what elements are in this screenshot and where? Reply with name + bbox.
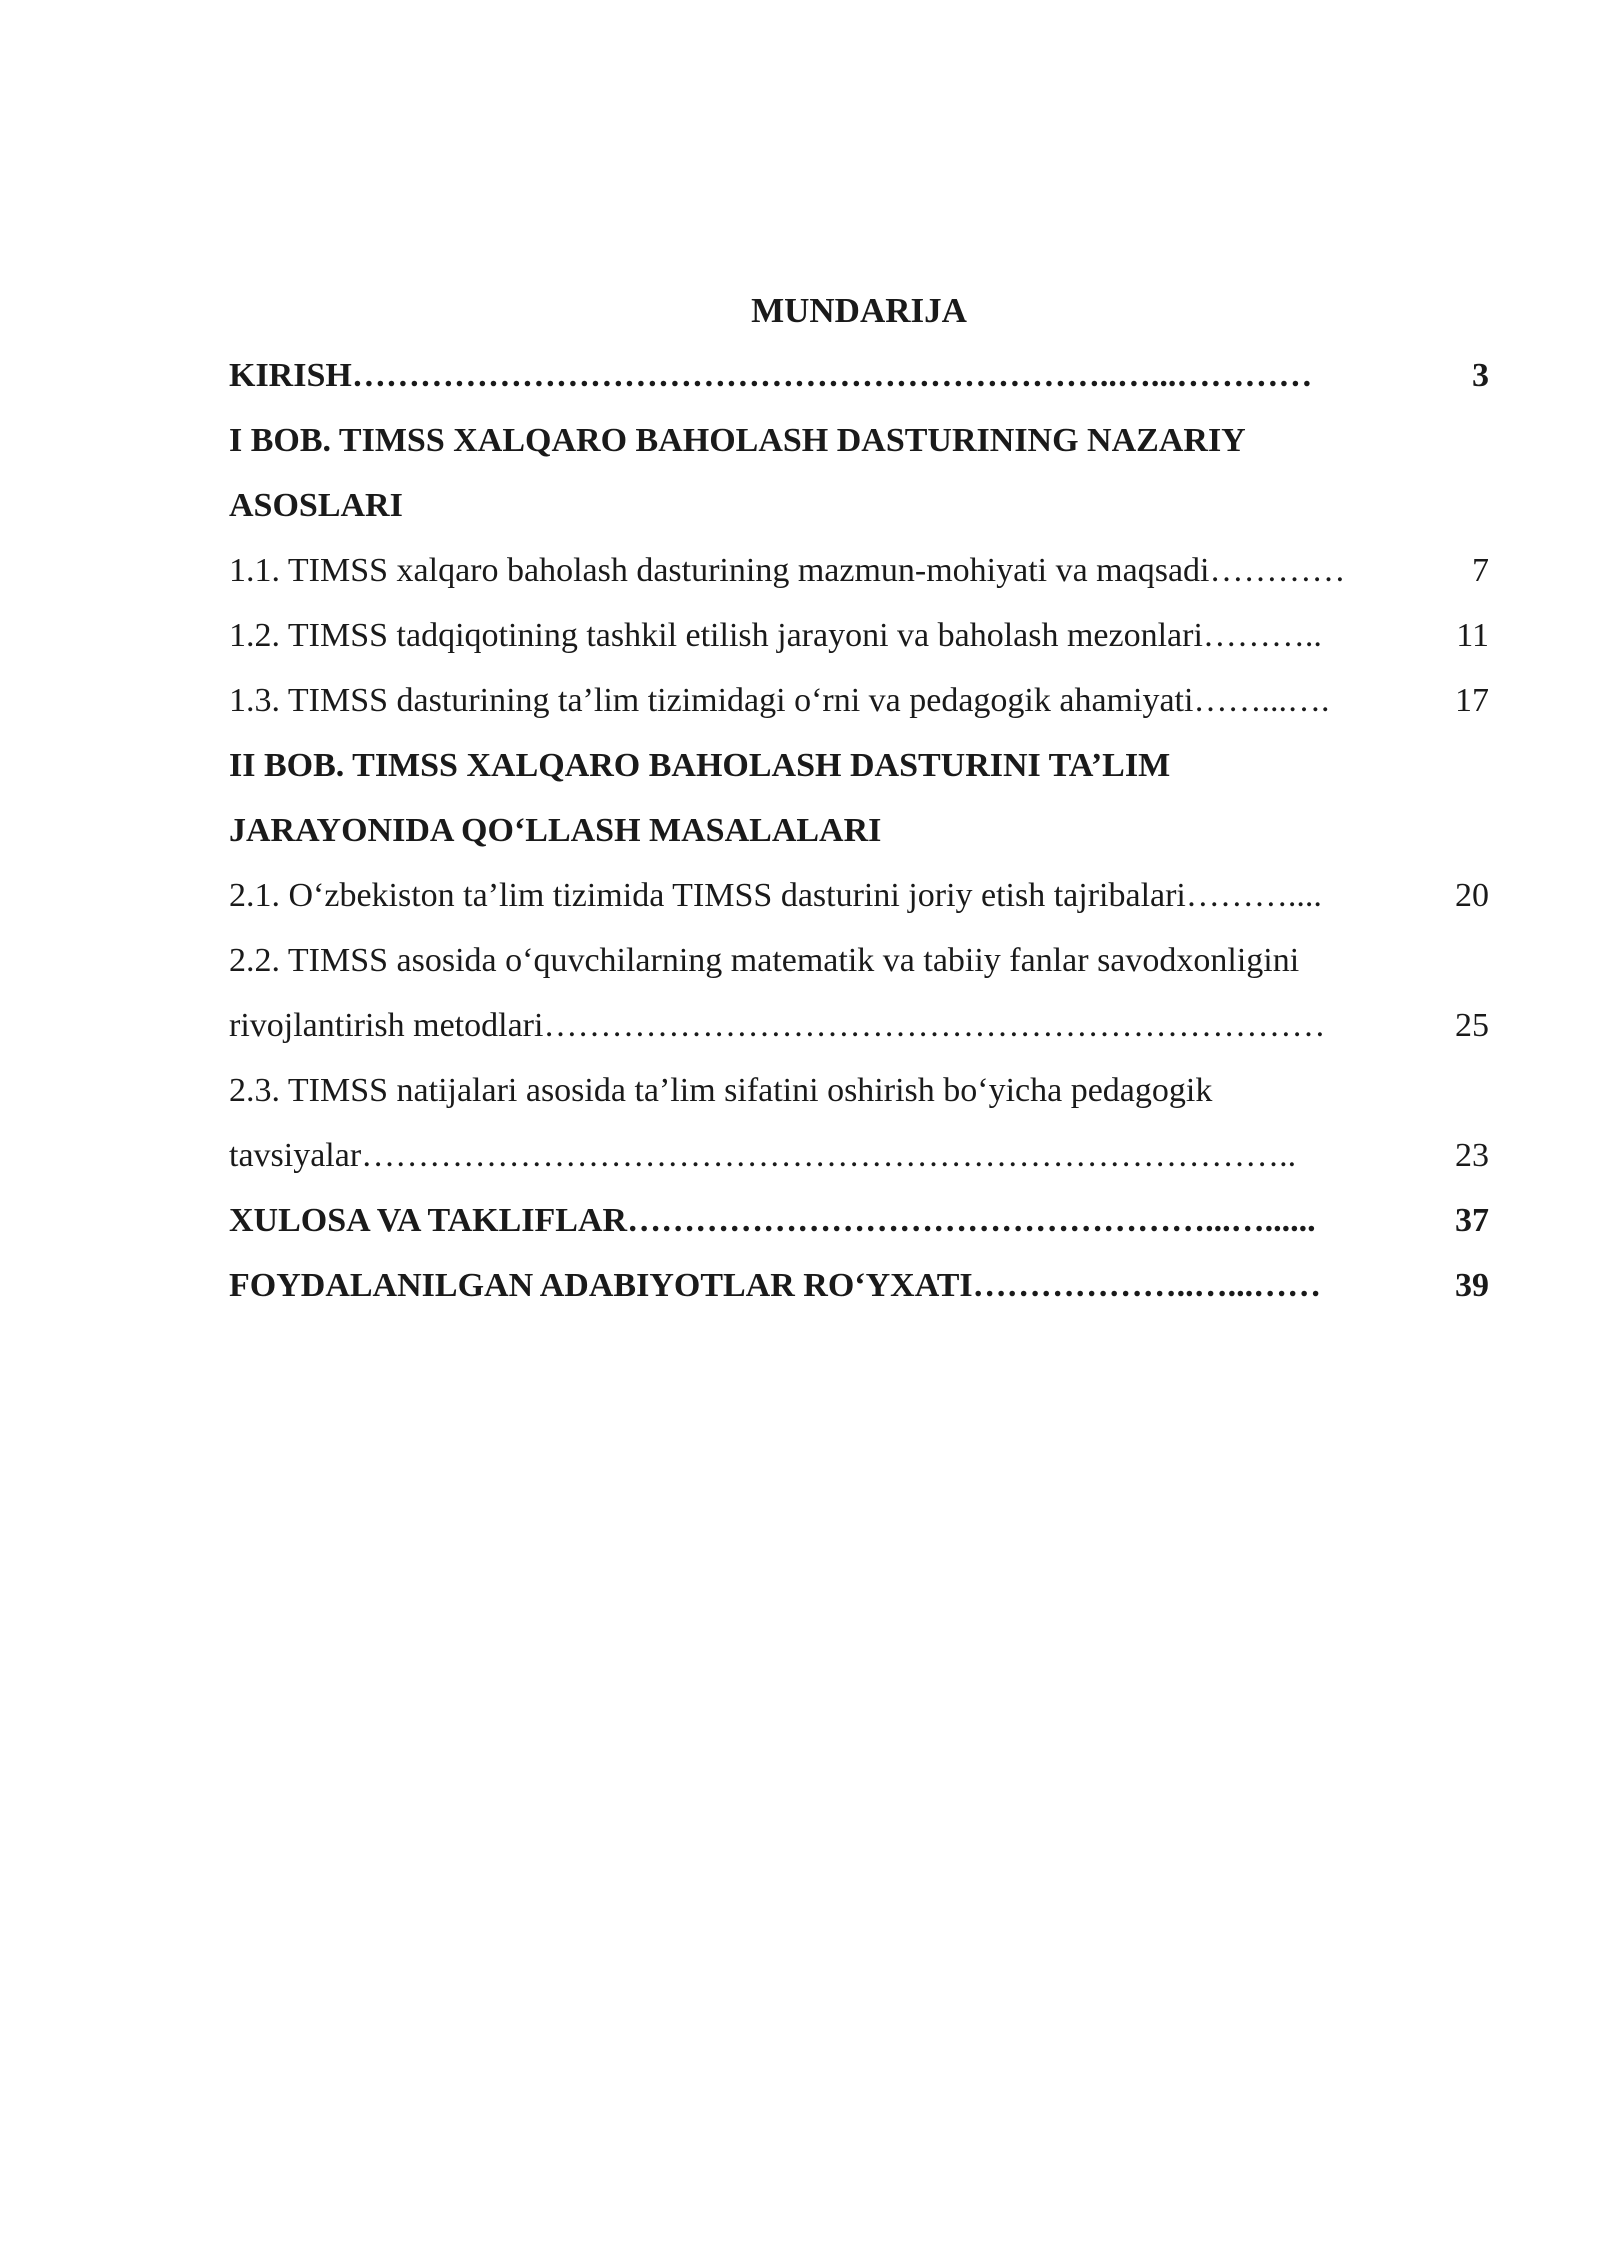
toc-entry-references xyxy=(229,1253,1489,1318)
toc-leader: ………… xyxy=(1209,552,1346,589)
toc-entry-2-3-cont xyxy=(229,1123,1489,1188)
toc-entry-xulosa xyxy=(229,1188,1489,1253)
toc-page-number: 37 xyxy=(1455,1202,1489,1239)
toc-entry-text: XULOSA VA TAKLIFLAR xyxy=(229,1202,628,1239)
toc-entry-1-3 xyxy=(229,668,1489,733)
toc-entry-text: 1.2. TIMSS tadqiqotining tashkil etilish jarayoni va baholash mezonlari xyxy=(229,617,1203,654)
toc-entry-1-2 xyxy=(229,603,1489,668)
toc-entry-2-1 xyxy=(229,863,1489,928)
toc-leader: ……………………………………………………………………….. xyxy=(361,1137,1297,1174)
toc-entry-text: tavsiyalar xyxy=(229,1137,362,1174)
toc-chapter-1-heading-cont: ASOSLARI xyxy=(229,487,403,524)
toc-entry-text: 2.1. O‘zbekiston ta’lim tizimida TIMSS dasturini joriy etish tajribalari xyxy=(229,877,1186,914)
toc-entry-text: rivojlantirish metodlari xyxy=(229,1007,544,1044)
toc-entry-1-1 xyxy=(229,538,1489,603)
toc-leader: ……….... xyxy=(1185,877,1322,914)
toc-entry-text: KIRISH xyxy=(229,357,352,394)
toc-page-number: 39 xyxy=(1455,1267,1489,1304)
toc-page-number: 23 xyxy=(1455,1137,1489,1174)
toc-entry-kirish xyxy=(229,343,1489,408)
toc-page-number: 25 xyxy=(1455,1007,1489,1044)
toc-page-number: 20 xyxy=(1455,877,1489,914)
toc-page-number: 17 xyxy=(1455,682,1489,719)
toc-title: MUNDARIJA xyxy=(751,291,967,330)
toc-chapter-1-heading: I BOB. TIMSS XALQARO BAHOLASH DASTURINING NAZARIY xyxy=(229,422,1246,459)
toc-chapter-2-heading: II BOB. TIMSS XALQARO BAHOLASH DASTURINI TA’LIM xyxy=(229,747,1171,784)
toc-leader: ……...…. xyxy=(1193,682,1330,719)
toc-leader: ……………………………………………...…...... xyxy=(627,1202,1316,1239)
toc-leader: ………………..…...…… xyxy=(972,1267,1322,1304)
toc-page-number: 11 xyxy=(1456,617,1489,654)
table-of-contents xyxy=(229,278,1489,1318)
toc-entry-text: 1.1. TIMSS xalqaro baholash dasturining mazmun-mohiyati va maqsadi xyxy=(229,552,1210,589)
toc-entry-text: FOYDALANILGAN ADABIYOTLAR RO‘YXATI xyxy=(229,1267,973,1304)
toc-page-number: 7 xyxy=(1472,552,1489,589)
toc-entry-text: 1.3. TIMSS dasturining ta’lim tizimidagi o‘rni va pedagogik ahamiyati xyxy=(229,682,1194,719)
toc-entry-2-2-cont xyxy=(229,993,1489,1058)
toc-entry-2-3: 2.3. TIMSS natijalari asosida ta’lim sifatini oshirish bo‘yicha pedagogik xyxy=(229,1072,1213,1109)
toc-page-number: 3 xyxy=(1472,357,1489,394)
toc-chapter-2-heading-cont: JARAYONIDA QO‘LLASH MASALALARI xyxy=(229,812,882,849)
toc-entry-2-2: 2.2. TIMSS asosida o‘quvchilarning matematik va tabiiy fanlar savodxonligini xyxy=(229,942,1300,979)
toc-leader: …………………………………………………………..…...………… xyxy=(351,357,1313,394)
toc-leader: …………………………………………………………… xyxy=(543,1007,1326,1044)
toc-leader: ……….. xyxy=(1202,617,1322,654)
